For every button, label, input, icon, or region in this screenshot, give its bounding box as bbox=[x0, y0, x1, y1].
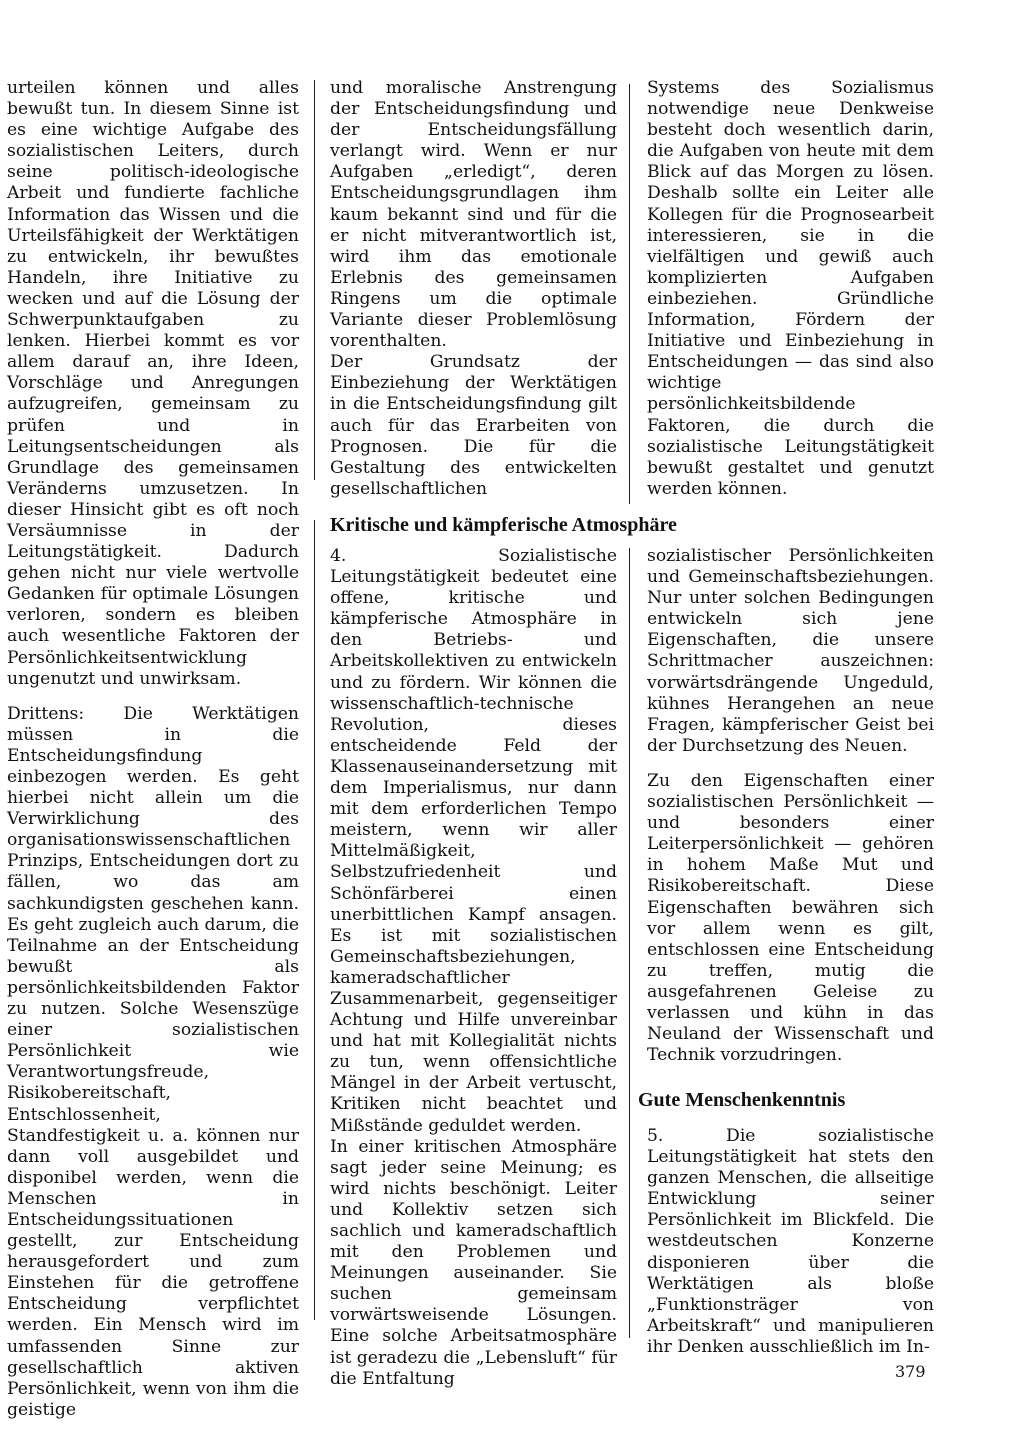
paragraph: 5. Die sozialistische Leitungstätigkeit hat stets den ganzen Menschen, die allseitige Entwicklung seiner Persönlichkeit im Blickfeld. Die westdeutschen Konzerne disponieren über die Werktätigen als bloße „Funktionsträger von Arbeitskraft“ und manipulieren ihr Denken ausschließlich im In- bbox=[647, 1126, 934, 1357]
column-rule-right-top bbox=[629, 84, 630, 504]
paragraph: 4. Sozialistische Leitungstätigkeit bedeutet eine offene, kritische und kämpferische Atmosphäre in den Betriebs- und Arbeitskollektiven zu entwickeln und zu fördern. Wir können die wissenschaftlich-technische Revolution, dieses entscheidende Feld der Klassenauseinandersetzung mit dem Imperialismus, nur dann mit dem erforderlichen Tempo meistern, wenn wir aller Mittelmäßigkeit, Selbstzufriedenheit und Schönfärberei einen unerbittlichen Kampf ansagen. Es ist mit sozialistischen Gemeinschaftsbeziehungen, kameradschaftlicher Zusammenarbeit, gegenseitiger Achtung und Hilfe unvereinbar und hat mit Kollegialität nichts zu tun, wenn offensichtliche Mängel in der Arbeit vertuscht, Kritiken nicht beachtet und Mißstände geduldet werden. bbox=[330, 546, 617, 1136]
paragraph: In einer kritischen Atmosphäre sagt jeder seine Meinung; es wird nichts beschönigt. Leiter und Kollektiv setzen sich sachlich und kameradschaftlich mit den Problemen und Meinungen auseinander. Sie suchen gemeinsam vorwärtsweisende Lösungen. Eine solche Arbeitsatmosphäre ist geradezu die „Lebensluft“ für die Entfaltung bbox=[330, 1136, 617, 1389]
column-rule-left-bottom bbox=[314, 520, 315, 1320]
column-left bbox=[7, 78, 299, 1421]
paragraph: urteilen können und alles bewußt tun. In diesem Sinne ist es eine wichtige Aufgabe des sozialistischen Leiters, durch seine politisch-ideologische Arbeit und fundierte fachliche Information das Wissen und die Urteilsfähigkeit der Werktätigen zu entwickeln, ihr bewußtes Handeln, ihre Initiative zu wecken und auf die Lösung der Schwerpunktaufgaben zu lenken. Hierbei kommt es vor allem darauf an, ihre Ideen, Vorschläge und Anregungen aufzugreifen, gemeinsam zu prüfen und in Leitungsentscheidungen als Grundlage des gemeinsamen Veränderns umzusetzen. In dieser Hinsicht gibt es oft noch Versäumnisse in der Leitungstätigkeit. Dadurch gehen nicht nur viele wertvolle Gedanken für optimale Lösungen verloren, sondern es bleiben auch wesentliche Faktoren der Persönlichkeitsentwicklung ungenutzt und unwirksam. bbox=[7, 78, 299, 689]
column-right-end bbox=[647, 1126, 934, 1358]
page-number: 379 bbox=[895, 1362, 926, 1381]
column-rule-right-bottom bbox=[629, 548, 630, 1338]
column-right-top bbox=[647, 78, 934, 500]
paragraph: Systems des Sozialismus notwendige neue Denkweise besteht doch wesentlich darin, die Aufgaben von heute mit dem Blick auf das Morgen zu lösen. Deshalb sollte ein Leiter alle Kollegen für die Prognosearbeit interessieren, sie in die vielfältigen und gewiß auch komplizierten Aufgaben einbeziehen. Gründliche Information, Fördern der Initiative und Einbeziehung in Entscheidungen — das sind also wichtige persönlichkeitsbildende Faktoren, die durch die sozialistische Leitungstätigkeit bewußt gestaltet und genutzt werden können. bbox=[647, 78, 934, 499]
paragraph: Der Grundsatz der Einbeziehung der Werktätigen in die Entscheidungsfindung gilt auch für das Erarbeiten von Prognosen. Die für die Gestaltung des entwickelten gesellschaftlichen bbox=[330, 352, 617, 499]
paragraph: Drittens: Die Werktätigen müssen in die Entscheidungsfindung einbezogen werden. Es geht hierbei nicht allein um die Verwirklichung des organisationswissenschaftlichen Prinzips, Entscheidungen dort zu fällen, wo das am sachkundigsten geschehen kann. Es geht zugleich auch darum, die Teilnahme an der Entscheidung bewußt als persönlichkeitsbildenden Faktor zu nutzen. Solche Wesenszüge einer sozialistischen Persönlichkeit wie Verantwortungsfreude, Risikobereitschaft, Entschlossenheit, Standfestigkeit u. a. können nur dann voll ausgebildet und disponibel werden, wenn die Menschen in Entscheidungssituationen gestellt, zur Entscheidung herausgefordert und zum Einstehen für die getroffene Entscheidung verpflichtet werden. Ein Mensch wird im umfassenden Sinne zur gesellschaftlich aktiven Persönlichkeit, wenn von ihm die geistige bbox=[7, 703, 299, 1420]
column-middle-bottom bbox=[330, 546, 617, 1390]
paragraph: sozialistischer Persönlichkeiten und Gemeinschaftsbeziehungen. Nur unter solchen Bedingungen entwickeln sich jene Eigenschaften, die unsere Schrittmacher auszeichnen: vorwärtsdrängende Ungeduld, kühnes Herangehen an neue Fragen, kämpferischer Geist bei der Durchsetzung des Neuen. bbox=[647, 546, 934, 756]
column-rule-left-top bbox=[314, 80, 315, 480]
section-heading: Gute Menschenkenntnis bbox=[638, 1089, 846, 1111]
section-heading: Kritische und kämpferische Atmosphäre bbox=[330, 514, 677, 536]
column-right-bottom bbox=[647, 546, 934, 1066]
column-middle-top bbox=[330, 78, 617, 500]
paragraph: Zu den Eigenschaften einer sozialistischen Persönlichkeit — und besonders einer Leiterpersönlichkeit — gehören in hohem Maße Mut und Risikobereitschaft. Diese Eigenschaften bewähren sich vor allem wenn es gilt, entschlossen eine Entscheidung zu treffen, mutig die ausgefahrenen Geleise zu verlassen und kühn in das Neuland der Wissenschaft und Technik vorzudringen. bbox=[647, 770, 934, 1066]
paragraph: und moralische Anstrengung der Entscheidungsfindung und der Entscheidungsfällung verlangt wird. Wenn er nur Aufgaben „erledigt“, deren Entscheidungsgrundlagen ihm kaum bekannt sind und für die er nicht mitverantwortlich ist, wird ihm das emotionale Erlebnis des gemeinsamen Ringens um die optimale Variante dieser Problemlösung vorenthalten. bbox=[330, 78, 617, 352]
